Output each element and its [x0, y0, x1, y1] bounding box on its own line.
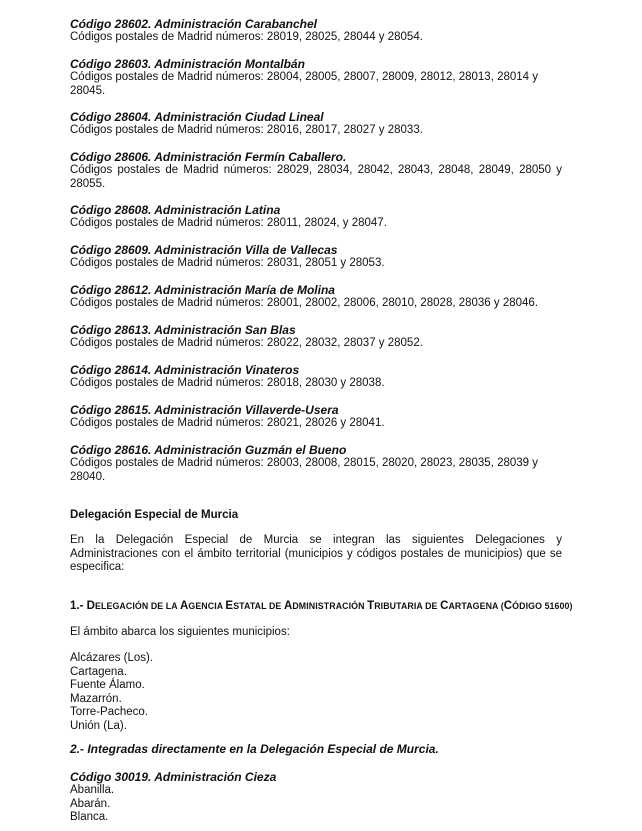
list-item: Unión (La). — [70, 719, 127, 732]
list-item: Mazarrón. — [70, 692, 122, 705]
entry-text: Códigos postales de Madrid números: 28001, 28002, 28006, 28010, 28028, 28036 y 28046. — [70, 297, 539, 309]
entry-text: Códigos postales de Madrid números: 28003, 28008, 28015, 28020, 28023, 28035, 28039 y 28040. — [70, 457, 539, 483]
list-item: Blanca. — [70, 811, 109, 824]
entry-28609 — [70, 243, 562, 271]
municipality-list — [70, 652, 562, 734]
entry-heading: Código 28604. Administración Ciudad Lineal — [70, 110, 324, 124]
section-1-heading-text: DELEGACIÓN DE LA AGENCIA ESTATAL DE ADMINISTRACIÓN TRIBUTARIA DE CARTAGENA (CÓDIGO 51600) — [86, 600, 573, 612]
entry-text: Códigos postales de Madrid números: 28031, 28051 y 28053. — [70, 257, 385, 269]
list-item: Cartagena. — [70, 665, 127, 678]
entry-28615 — [70, 403, 562, 431]
entry-text: Códigos postales de Madrid números: 28018, 28030 y 28038. — [70, 377, 385, 389]
entry-text: Códigos postales de Madrid números: 28004, 28005, 28007, 28009, 28012, 28013, 28014 y 28045. — [70, 71, 539, 97]
entry-28616 — [70, 443, 562, 484]
entry-heading: Código 28614. Administración Vinateros — [70, 363, 300, 377]
entry-text: Códigos postales de Madrid números: 28021, 28026 y 28041. — [70, 417, 385, 429]
entry-heading: Código 28616. Administración Guzmán el Bueno — [70, 443, 347, 457]
entry-heading: Código 30019. Administración Cieza — [70, 770, 277, 784]
entry-28612 — [70, 283, 562, 311]
entry-heading: Código 28609. Administración Villa de Vallecas — [70, 243, 338, 257]
entry-28614 — [70, 363, 562, 391]
scope-text: El ámbito abarca los siguientes municipios: — [70, 626, 290, 638]
list-item: Fuente Álamo. — [70, 679, 145, 692]
entry-heading: Código 28613. Administración San Blas — [70, 323, 296, 337]
entry-28604 — [70, 110, 562, 138]
entry-heading: Código 28603. Administración Montalbán — [70, 57, 305, 71]
entry-text: Códigos postales de Madrid números: 28011, 28024, y 28047. — [70, 217, 387, 229]
entry-28613 — [70, 323, 562, 351]
entry-heading: Código 28602. Administración Carabanchel — [70, 17, 317, 31]
entry-heading: Código 28606. Administración Fermín Caballero. — [70, 150, 347, 164]
entry-28603 — [70, 57, 562, 98]
entry-heading: Código 28608. Administración Latina — [70, 203, 281, 217]
section-1-heading — [70, 600, 590, 614]
entry-text: Códigos postales de Madrid números: 28029, 28034, 28042, 28043, 28048, 28049, 28050 y 28055. — [70, 164, 562, 190]
entry-28608 — [70, 203, 562, 231]
entry-heading: Código 28615. Administración Villaverde-Usera — [70, 403, 339, 417]
entry-28606 — [70, 150, 562, 191]
list-item: Abarán. — [70, 797, 111, 810]
list-item: Torre-Pacheco. — [70, 706, 148, 719]
list-item: Alcázares (Los). — [70, 652, 154, 664]
list-item: Abanilla. — [70, 784, 115, 796]
entry-30019 — [70, 770, 562, 825]
section-2-heading: 2.- Integradas directamente en la Delegación Especial de Murcia. — [70, 742, 439, 756]
entry-28602 — [70, 17, 562, 45]
entry-text: Códigos postales de Madrid números: 28022, 28032, 28037 y 28052. — [70, 337, 423, 349]
entry-text: Códigos postales de Madrid números: 28016, 28017, 28027 y 28033. — [70, 124, 423, 136]
entry-text: Códigos postales de Madrid números: 28019, 28025, 28044 y 28054. — [70, 31, 423, 43]
entry-heading: Código 28612. Administración María de Molina — [70, 283, 335, 297]
section-title: Delegación Especial de Murcia — [70, 509, 239, 521]
intro-paragraph: En la Delegación Especial de Murcia se integran las siguientes Delegaciones y Administraciones con el ámbito territorial (municipios y códigos postales de municipios) que se especifica: — [70, 534, 562, 574]
section-1-prefix: 1.- — [70, 600, 87, 612]
